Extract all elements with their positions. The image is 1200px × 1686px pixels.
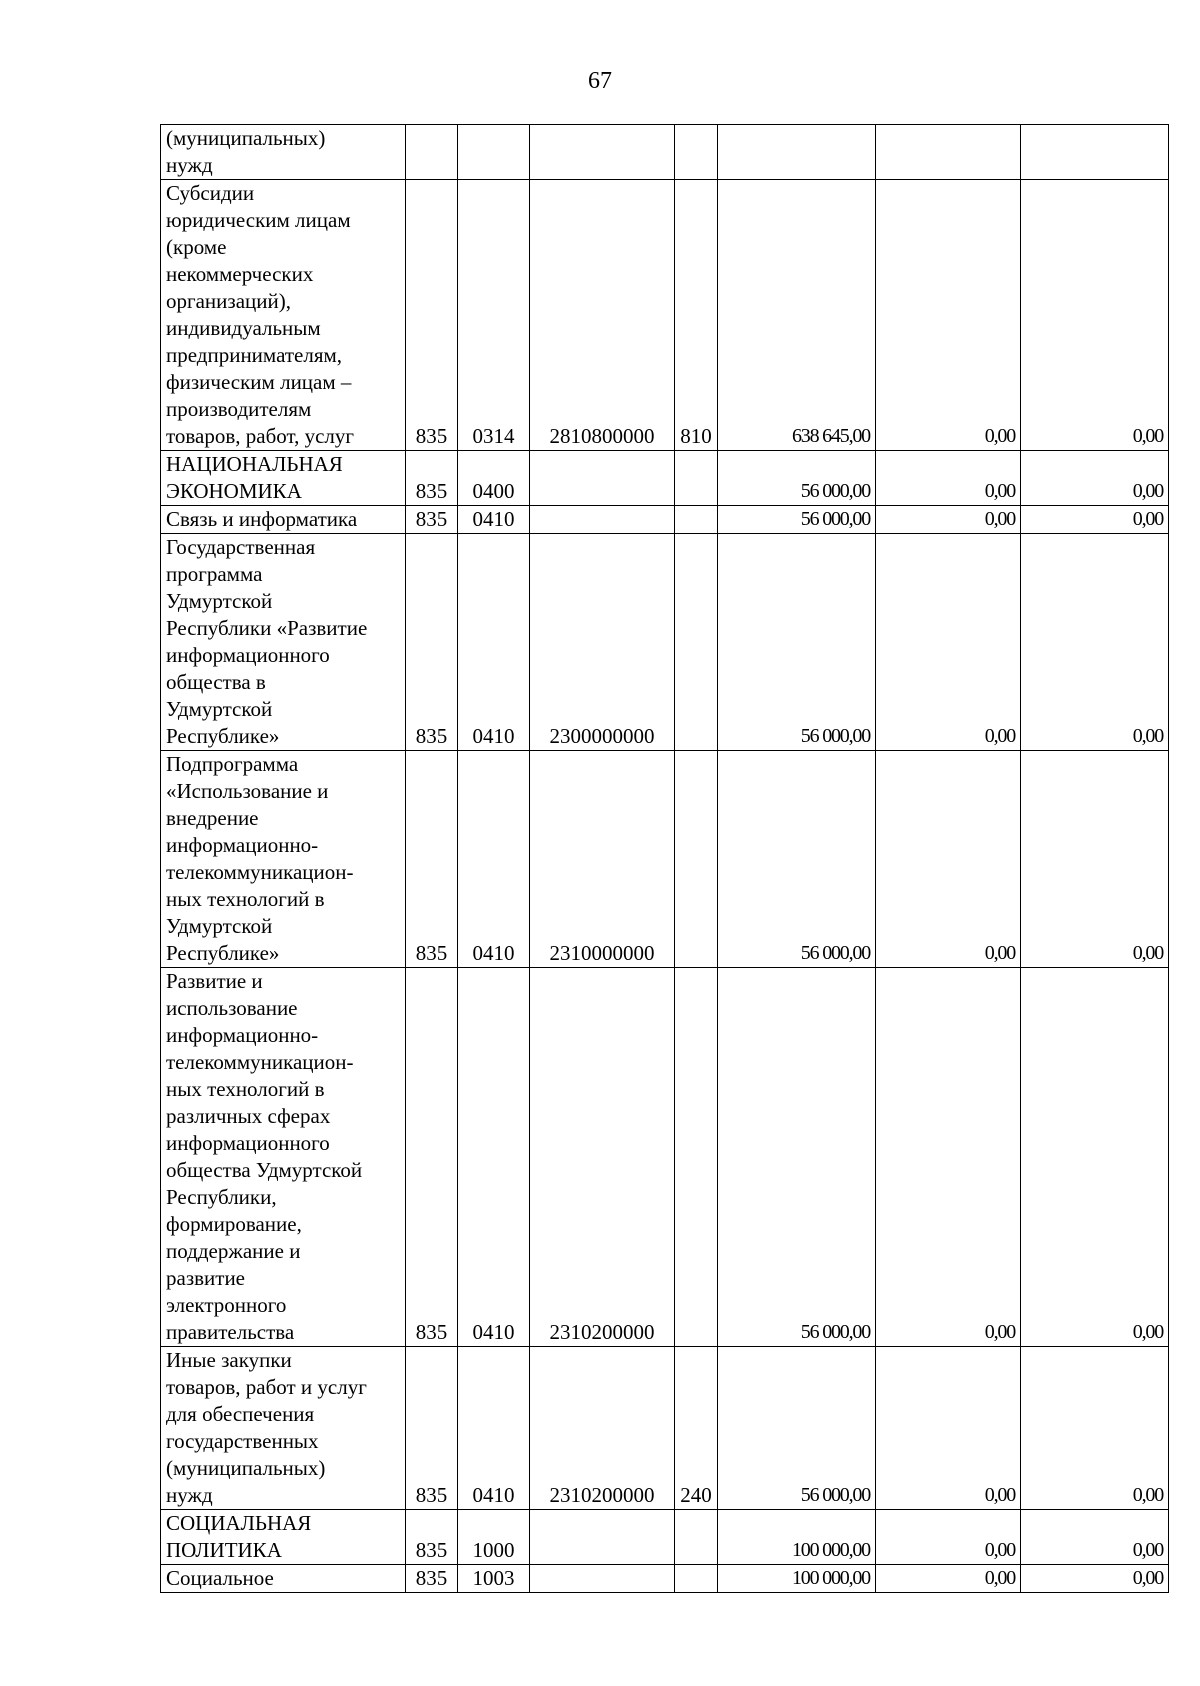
row-name-cell: (муниципальных) нужд bbox=[161, 125, 406, 180]
csr-cell: 2310000000 bbox=[530, 751, 675, 968]
table-row bbox=[161, 1565, 1169, 1593]
rz-cell: 0410 bbox=[458, 968, 530, 1347]
sum-year1-cell: 56 000,00 bbox=[718, 1347, 876, 1510]
csr-cell: 2310200000 bbox=[530, 968, 675, 1347]
rz-cell: 0314 bbox=[458, 180, 530, 451]
sum-year2-cell: 0,00 bbox=[876, 1510, 1021, 1565]
row-name-cell: Социальное bbox=[161, 1565, 406, 1593]
ved-cell: 835 bbox=[406, 180, 458, 451]
sum-year1-cell: 638 645,00 bbox=[718, 180, 876, 451]
sum-year3-cell: 0,00 bbox=[1021, 1510, 1169, 1565]
rz-cell: 0410 bbox=[458, 534, 530, 751]
table-row bbox=[161, 968, 1169, 1347]
vr-cell bbox=[675, 451, 718, 506]
ved-cell bbox=[406, 125, 458, 180]
csr-cell: 2300000000 bbox=[530, 534, 675, 751]
row-name-cell: Развитие и использование информационно- телекоммуникацион- ных технологий в различных сферах информационного общества Удмуртской Республики, формирование, поддержание и развитие электронного правительства bbox=[161, 968, 406, 1347]
csr-cell: 2310200000 bbox=[530, 1347, 675, 1510]
sum-year1-cell: 100 000,00 bbox=[718, 1510, 876, 1565]
rz-cell: 0410 bbox=[458, 1347, 530, 1510]
sum-year3-cell: 0,00 bbox=[1021, 968, 1169, 1347]
sum-year1-cell: 56 000,00 bbox=[718, 751, 876, 968]
sum-year2-cell: 0,00 bbox=[876, 968, 1021, 1347]
row-name-cell: Подпрограмма «Использование и внедрение информационно- телекоммуникацион- ных технологий в Удмуртской Республике» bbox=[161, 751, 406, 968]
vr-cell bbox=[675, 125, 718, 180]
sum-year1-cell: 56 000,00 bbox=[718, 506, 876, 534]
csr-cell bbox=[530, 1565, 675, 1593]
sum-year2-cell: 0,00 bbox=[876, 1347, 1021, 1510]
table-row bbox=[161, 506, 1169, 534]
csr-cell bbox=[530, 506, 675, 534]
row-name-cell: СОЦИАЛЬНАЯ ПОЛИТИКА bbox=[161, 1510, 406, 1565]
ved-cell: 835 bbox=[406, 451, 458, 506]
vr-cell bbox=[675, 1565, 718, 1593]
vr-cell bbox=[675, 968, 718, 1347]
ved-cell: 835 bbox=[406, 1510, 458, 1565]
sum-year3-cell: 0,00 bbox=[1021, 534, 1169, 751]
sum-year2-cell: 0,00 bbox=[876, 751, 1021, 968]
sum-year3-cell: 0,00 bbox=[1021, 451, 1169, 506]
row-name-cell: Субсидии юридическим лицам (кроме некоммерческих организаций), индивидуальным предпринимателям, физическим лицам – производителям товаров, работ, услуг bbox=[161, 180, 406, 451]
vr-cell bbox=[675, 534, 718, 751]
rz-cell: 0400 bbox=[458, 451, 530, 506]
row-name-cell: НАЦИОНАЛЬНАЯ ЭКОНОМИКА bbox=[161, 451, 406, 506]
sum-year3-cell: 0,00 bbox=[1021, 180, 1169, 451]
sum-year3-cell: 0,00 bbox=[1021, 1565, 1169, 1593]
sum-year3-cell: 0,00 bbox=[1021, 1347, 1169, 1510]
ved-cell: 835 bbox=[406, 1565, 458, 1593]
sum-year1-cell bbox=[718, 125, 876, 180]
table-row bbox=[161, 1510, 1169, 1565]
vr-cell: 240 bbox=[675, 1347, 718, 1510]
vr-cell bbox=[675, 1510, 718, 1565]
sum-year3-cell: 0,00 bbox=[1021, 506, 1169, 534]
page-number: 67 bbox=[588, 68, 612, 94]
sum-year3-cell bbox=[1021, 125, 1169, 180]
budget-table bbox=[160, 124, 1169, 1593]
vr-cell: 810 bbox=[675, 180, 718, 451]
csr-cell bbox=[530, 451, 675, 506]
sum-year2-cell: 0,00 bbox=[876, 506, 1021, 534]
sum-year1-cell: 56 000,00 bbox=[718, 968, 876, 1347]
table-row bbox=[161, 534, 1169, 751]
csr-cell bbox=[530, 1510, 675, 1565]
ved-cell: 835 bbox=[406, 506, 458, 534]
sum-year2-cell: 0,00 bbox=[876, 1565, 1021, 1593]
vr-cell bbox=[675, 751, 718, 968]
row-name-cell: Иные закупки товаров, работ и услуг для обеспечения государственных (муниципальных) нужд bbox=[161, 1347, 406, 1510]
sum-year2-cell: 0,00 bbox=[876, 451, 1021, 506]
sum-year1-cell: 100 000,00 bbox=[718, 1565, 876, 1593]
csr-cell: 2810800000 bbox=[530, 180, 675, 451]
sum-year3-cell: 0,00 bbox=[1021, 751, 1169, 968]
row-name-cell: Государственная программа Удмуртской Республики «Развитие информационного общества в Удмуртской Республике» bbox=[161, 534, 406, 751]
sum-year2-cell: 0,00 bbox=[876, 180, 1021, 451]
table-row bbox=[161, 125, 1169, 180]
rz-cell: 0410 bbox=[458, 506, 530, 534]
rz-cell: 0410 bbox=[458, 751, 530, 968]
sum-year1-cell: 56 000,00 bbox=[718, 534, 876, 751]
table-row bbox=[161, 451, 1169, 506]
table-row bbox=[161, 751, 1169, 968]
rz-cell: 1000 bbox=[458, 1510, 530, 1565]
rz-cell: 1003 bbox=[458, 1565, 530, 1593]
ved-cell: 835 bbox=[406, 751, 458, 968]
rz-cell bbox=[458, 125, 530, 180]
ved-cell: 835 bbox=[406, 968, 458, 1347]
table-row bbox=[161, 180, 1169, 451]
ved-cell: 835 bbox=[406, 1347, 458, 1510]
ved-cell: 835 bbox=[406, 534, 458, 751]
csr-cell bbox=[530, 125, 675, 180]
table-row bbox=[161, 1347, 1169, 1510]
row-name-cell: Связь и информатика bbox=[161, 506, 406, 534]
sum-year1-cell: 56 000,00 bbox=[718, 451, 876, 506]
sum-year2-cell: 0,00 bbox=[876, 534, 1021, 751]
sum-year2-cell bbox=[876, 125, 1021, 180]
vr-cell bbox=[675, 506, 718, 534]
